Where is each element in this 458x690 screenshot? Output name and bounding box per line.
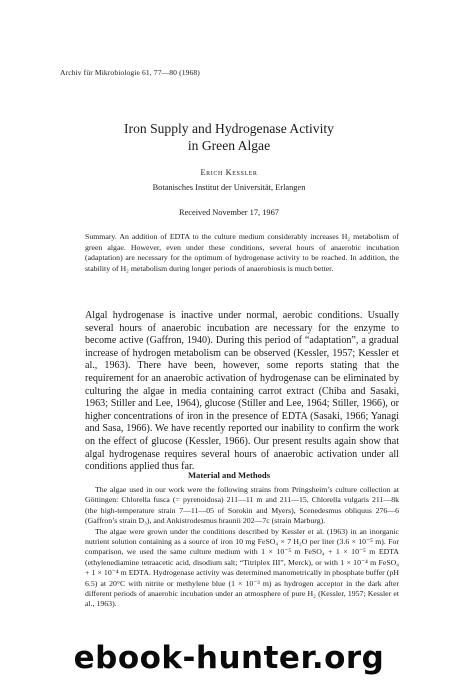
- introduction: [85, 310, 399, 474]
- affiliation: Botanisches Institut der Universität, Erlangen: [152, 183, 306, 192]
- title-line-1: Iron Supply and Hydrogenase Activity: [124, 121, 334, 136]
- methods-section: [85, 485, 399, 610]
- abstract-text: Summary. An addition of EDTA to the culture medium considerably increases H₂ metabolism of green algae. However, even under these conditions, several hours of anaerobic incubation (adaptation) are necessary for the optimum of hydrogenase activity to be reached. In addition, the stability of H₂ metabolism during longer periods of anaerobiosis is much better.: [85, 232, 399, 273]
- paper-title: [0, 120, 458, 154]
- received-date: Received November 17, 1967: [178, 208, 279, 217]
- title-line-2: in Green Algae: [187, 138, 271, 153]
- section-heading: Material and Methods: [187, 470, 271, 480]
- journal-header: Archiv für Mikrobiologie 61, 77—80 (1968): [60, 68, 200, 77]
- methods-paragraph-1: The algae used in our work were the following strains from Pringsheim’s culture collection at Göttingen: Chlorella fusca (= pyrenoidosa) 211—11 m and 211—15, Chlorella vulgaris 211—8k (the high-temperature strain 7—11—05 of Sorokin and Myers), Scenedesmus obliquus 276—6 (Gaffron’s strain D₃), and Ankistrodesmus braunii 202—7c (strain Marburg).: [85, 485, 399, 526]
- intro-paragraph: Algal hydrogenase is inactive under normal, aerobic conditions. Usually several hours of anaerobic incubation are necessary for the enzyme to become active (Gaffron, 1940). During this period of “adaptation”, a gradual increase of hydrogen metabolism can be observed (Kessler, 1957; Kessler et al., 1963). There have been, however, some reports stating that the requirement for an anaerobic activation of hydrogenase can be eliminated by culturing the algae in media containing carrot extract (Chiba and Sasaki, 1963; Stiller and Lee, 1964), glucose (Stiller and Lee, 1964; Stiller, 1966), or higher concentrations of iron in the presence of EDTA (Sasaki, 1966; Yanagi and Sasa, 1966). We have recently reported our inability to confirm the work on the effect of glucose (Kessler, 1966). Our present results again show that algal hydrogenase requires several hours of anaerobic activation under all conditions applied thus far.: [85, 310, 399, 473]
- author-name: Erich Kessler: [200, 168, 258, 177]
- methods-paragraph-2: The algae were grown under the conditions described by Kessler et al. (1963) in an inorganic nutrient solution containing as a source of iron 10 mg FeSO₄ × 7 H₂O per liter (3.6 × 10⁻⁵ m). For comparison, we used the same culture medium with 1 × 10⁻⁵ m FeSO₄ + 1 × 10⁻⁵ m EDTA (ethylenediamine tetraacetic acid, disodium salt; “Titriplex III”, Merck), or with 1 × 10⁻⁴ m FeSO₄ + 1 × 10⁻⁴ m EDTA. Hydrogenase activity was determined manometrically in phosphate buffer (pH 6.5) at 20°C with nitrite or methylene blue (1 × 10⁻³ m) as hydrogen acceptor in the dark after different periods of anaerobic incubation under an atmosphere of pure H₂ (Kessler, 1957; Kessler et al., 1963).: [85, 526, 399, 609]
- abstract: [85, 232, 399, 274]
- watermark-logo: ebook-hunter.org: [73, 640, 385, 676]
